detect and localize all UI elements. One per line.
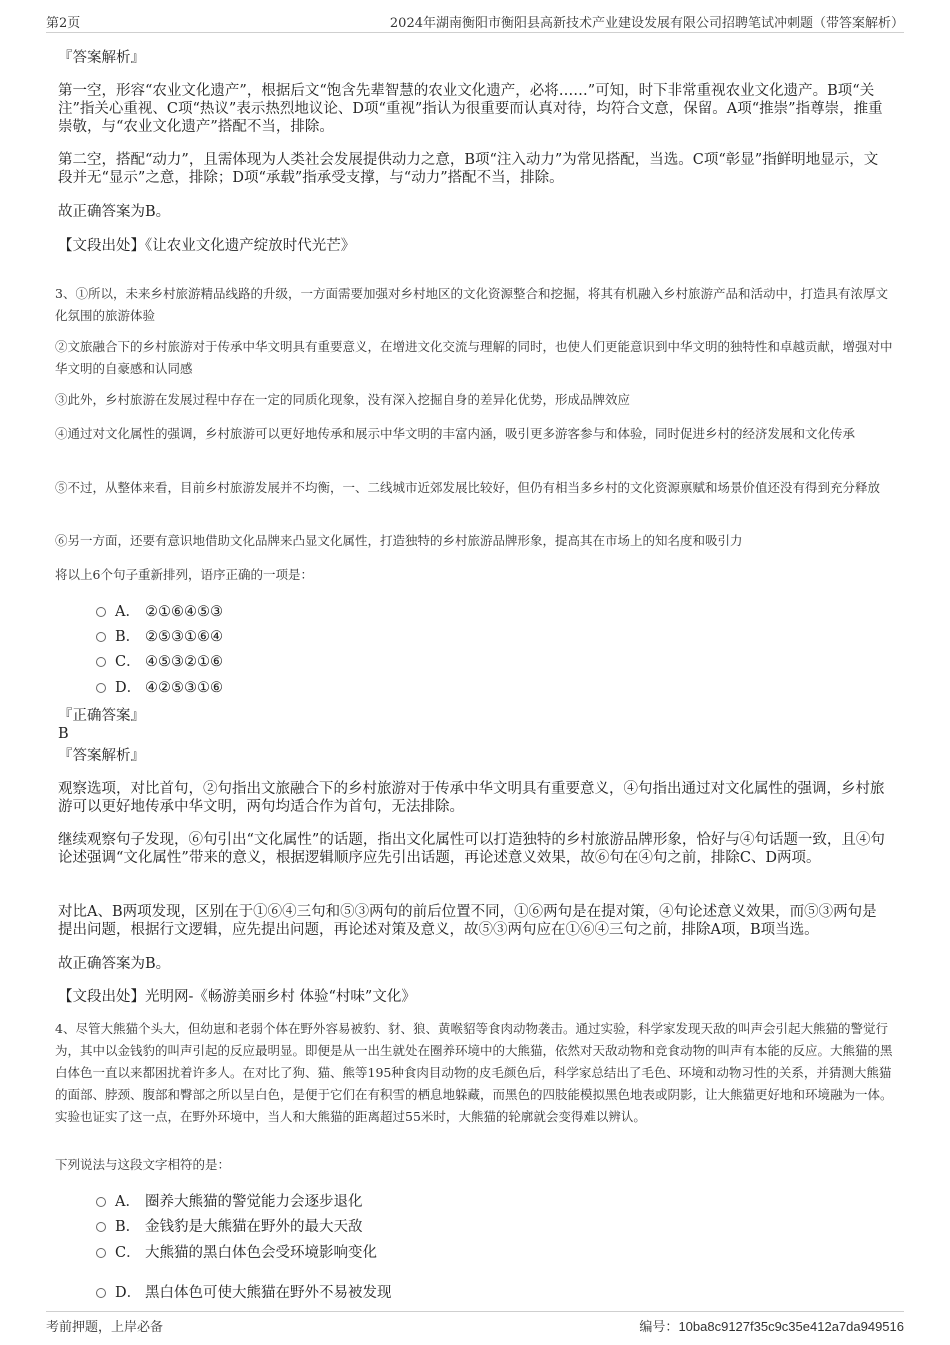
radio-icon[interactable] (96, 683, 106, 693)
radio-icon[interactable] (96, 1222, 106, 1232)
q3-conclusion: 故正确答案为B。 (58, 956, 171, 972)
q3-analysis-label: 『答案解析』 (58, 748, 145, 764)
page-number: 第2页 (46, 16, 81, 31)
q2-conclusion: 故正确答案为B。 (58, 204, 171, 220)
footer-slogan: 考前押题，上岸必备 (46, 1320, 164, 1335)
page-footer (46, 1311, 904, 1338)
q3-analysis-p3: 对比A、B两项发现，区别在于①⑥④三句和⑤③两句的前后位置不同，①⑥两句是在提对策，④句论述意义效果，而⑤③两句是提出问题，根据行文逻辑，应先提出问题，再论述对策及意义，故⑤③两句应在①⑥④三句之前，排除A项，B项当选。 (58, 904, 877, 938)
q3-option-c[interactable]: C． ④⑤③②①⑥ (96, 653, 223, 671)
document-title: 2024年湖南衡阳市衡阳县高新技术产业建设发展有限公司招聘笔试冲刺题（带答案解析） (389, 16, 904, 31)
q4-option-a[interactable]: A． 圈养大熊猫的警觉能力会逐步退化 (96, 1193, 363, 1211)
q3-sentence-1: 3、①所以，未来乡村旅游精品线路的升级，一方面需要加强对乡村地区的文化资源整合和挖掘，将其有机融入乡村旅游产品和活动中，打造具有浓厚文化氛围的旅游体验 (55, 286, 888, 323)
q3-option-a[interactable]: A． ②①⑥④⑤③ (96, 603, 223, 621)
q3-option-d[interactable]: D． ④②⑤③①⑥ (96, 679, 223, 697)
radio-icon[interactable] (96, 607, 106, 617)
q4-option-d[interactable]: D． 黑白体色可使大熊猫在野外不易被发现 (96, 1284, 392, 1302)
code-label: 编号： (639, 1320, 679, 1335)
radio-icon[interactable] (96, 1248, 106, 1258)
q3-analysis-p2: 继续观察句子发现，⑥句引出“文化属性”的话题，指出文化属性可以打造独特的乡村旅游品牌形象，恰好与④句话题一致，且④句论述强调“文化属性”带来的意义，根据逻辑顺序应先引出话题，再论述意义效果，故⑥句在④句之前，排除C、D两项。 (58, 832, 885, 866)
radio-icon[interactable] (96, 657, 106, 667)
q3-sentence-2: ②文旅融合下的乡村旅游对于传承中华文明具有重要意义，在增进文化交流与理解的同时，也使人们更能意识到中华文明的独特性和卓越贡献，增强对中华文明的自豪感和认同感 (55, 339, 893, 376)
q3-option-b[interactable]: B． ②⑤③①⑥④ (96, 628, 223, 646)
document-code (639, 1316, 904, 1335)
page-header (46, 10, 904, 33)
q4-question: 下列说法与这段文字相符的是： (55, 1157, 231, 1172)
q3-sentence-6: ⑥另一方面，还要有意识地借助文化品牌来凸显文化属性，打造独特的乡村旅游品牌形象，提高其在市场上的知名度和吸引力 (55, 533, 743, 548)
q3-sentence-3: ③此外，乡村旅游在发展过程中存在一定的同质化现象，没有深入挖掘自身的差异化优势，形成品牌效应 (55, 392, 631, 407)
q2-analysis-p1: 第一空，形容“农业文化遗产”，根据后文“饱含先辈智慧的农业文化遗产，必将……”可知，时下非常重视农业文化遗产。B项“关注”指关心重视、C项“热议”表示热烈地议论、D项“重视”指认为很重要而认真对待，均符合文意，保留。A项“推崇”指尊崇，推重崇敬，与“农业文化遗产”搭配不当，排除。 (58, 83, 883, 135)
q2-analysis-p2: 第二空，搭配“动力”，且需体现为人类社会发展提供动力之意，B项“注入动力”为常见搭配，当选。C项“彰显”指鲜明地显示，文段并无“显示”之意，排除；D项“承载”指承受支撑，与“动力”搭配不当，排除。 (58, 152, 879, 186)
q3-answer: B (58, 726, 69, 742)
code-value: 10ba8c9127f35c9c35e412a7da949516 (678, 1319, 904, 1334)
q3-question: 将以上6个句子重新排列，语序正确的一项是： (55, 567, 313, 582)
q4-option-c[interactable]: C． 大熊猫的黑白体色会受环境影响变化 (96, 1244, 377, 1262)
q4-option-b[interactable]: B． 金钱豹是大熊猫在野外的最大天敌 (96, 1218, 363, 1236)
q3-answer-label: 『正确答案』 (58, 708, 145, 724)
radio-icon[interactable] (96, 1288, 106, 1298)
radio-icon[interactable] (96, 632, 106, 642)
q4-passage: 4、尽管大熊猫个头大，但幼崽和老弱个体在野外容易被豹、豺、狼、黄喉貂等食肉动物袭击。通过实验，科学家发现天敌的叫声会引起大熊猫的警觉行为，其中以金钱豹的叫声引起的反应最明显。即便是从一出生就处在圈养环境中的大熊猫，依然对天敌动物和竞食动物的叫声有本能的反应。大熊猫的黑白体色一直以来都困扰着许多人。在对比了狗、猫、熊等195种食肉目动物的皮毛颜色后，科学家总结出了毛色、环境和动物习性的关系，并猜测大熊猫的面部、脖颈、腹部和臀部之所以呈白色，是便于它们在有积雪的栖息地躲藏，而黑色的四肢能模拟黑色地表或阴影，让大熊猫更好地和环境融为一体。实验也证实了这一点，在野外环境中，当人和大熊猫的距离超过55米时，大熊猫的轮廓就会变得难以辨认。 (55, 1021, 893, 1124)
q3-sentence-4: ④通过对文化属性的强调，乡村旅游可以更好地传承和展示中华文明的丰富内涵，吸引更多游客参与和体验，同时促进乡村的经济发展和文化传承 (55, 426, 856, 441)
q3-sentence-5: ⑤不过，从整体来看，目前乡村旅游发展并不均衡，一、二线城市近郊发展比较好，但仍有相当多乡村的文化资源禀赋和场景价值还没有得到充分释放 (55, 480, 881, 495)
q3-source: 【文段出处】光明网-《畅游美丽乡村 体验“村味”文化》 (58, 989, 416, 1005)
radio-icon[interactable] (96, 1197, 106, 1207)
q2-source: 【文段出处】《让农业文化遗产绽放时代光芒》 (58, 238, 356, 254)
q2-analysis-label: 『答案解析』 (58, 50, 145, 66)
q3-analysis-p1: 观察选项，对比首句，②句指出文旅融合下的乡村旅游对于传承中华文明具有重要意义，④句指出通过对文化属性的强调，乡村旅游可以更好地传承中华文明，两句均适合作为首句，无法排除。 (58, 781, 885, 815)
